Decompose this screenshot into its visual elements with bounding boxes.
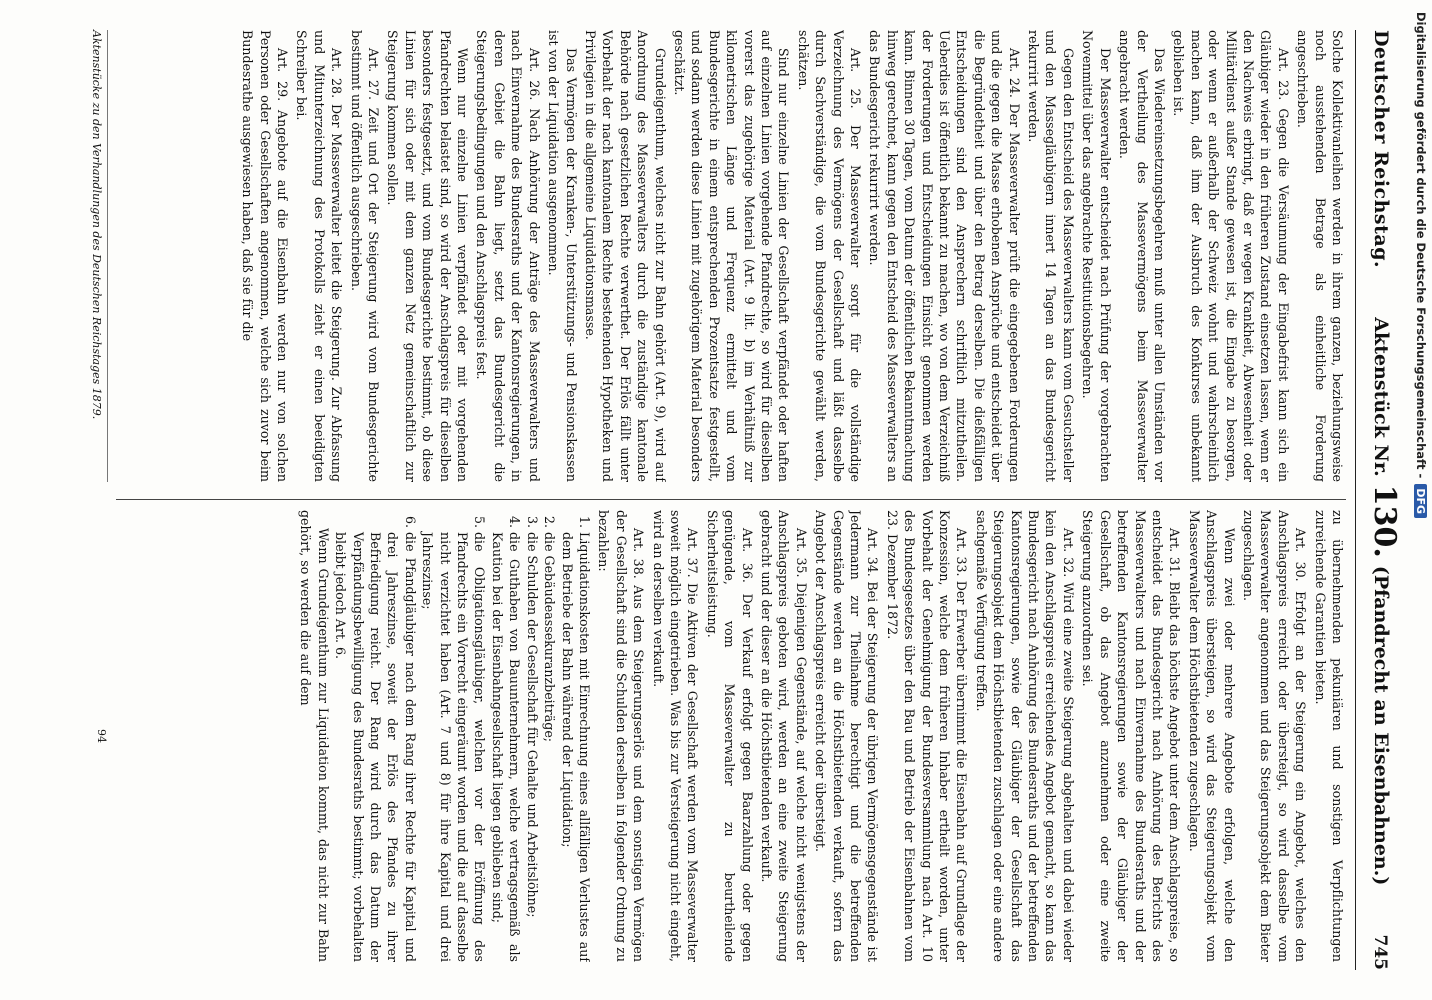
- paragraph: Art. 25. Der Masseverwalter sorgt für die vollständige Verzeichnung des Vermögens der Gesellschaft und läßt dasselbe durch Sachverständige, die vom Bundesgerichte gewählt werden, schätzen.: [795, 30, 864, 482]
- paragraph: Art. 26. Nach Anhörung der Anträge des Masseverwalters und nach Einvernahme des Bundesraths und der Kantonsregierungen, in deren Gebiet die Bahn liegt, setzt das Bundesgericht die Steigerungsbedingungen und den Anschlagspreis fest.: [474, 30, 542, 482]
- header-document-number: 130.: [1367, 484, 1402, 558]
- paragraph: Gegen den Entscheid des Masseverwalters kann vom Gesuchsteller und den Massegläubigern innert 14 Tagen an das Bundesgericht rekurrirt werden.: [1026, 30, 1076, 482]
- rotated-page-content: [42, 30, 1402, 970]
- page-number: 745: [1370, 934, 1390, 970]
- header-document-title: [1367, 317, 1402, 885]
- paragraph: Art. 29. Angebote auf die Eisenbahn werden nur von solchen Personen oder Gesellschaften angenommen, welche sich zuvor beim Bundesrathe ausgewiesen haben, daß sie für die: [240, 30, 291, 482]
- footnote-source: Aktenstücke zu den Verhandlungen des Deutschen Reichstages 1879.: [90, 30, 108, 482]
- paragraph: Art. 37. Die Aktiven der Gesellschaft werden vom Masseverwalter soweit möglich eingetrieben. Was bis zur Versteigerung nicht eingeht, wird an derselben verkauft.: [650, 510, 701, 962]
- paragraph: Grundeigenthum, welches nicht zur Bahn gehört (Art. 9), wird auf Anordnung des Masseverwalters durch die zuständige kantonale Behörde nach gesetzlichen Rechte verwerthet. Der Erlös fällt unter Vorbehalt der nach kantonalem Rechte bestehenden Hypotheken und Privilegien in die allgemeine Liquidationsmasse.: [582, 30, 668, 482]
- paragraph: zu übernehmenden pekuniären und sonstigen Verpflichtungen zureichende Garantien bieten.: [1312, 510, 1345, 962]
- dfg-logo: DFG: [1415, 484, 1428, 518]
- paragraph: Sind nur einzelne Linien der Gesellschaft verpfändet oder haften auf einzelnen Linien vorgehende Pfandrechte, so wird für dieselben vorerst das zugehörige Material (Art. 9 lit. b) im Verhältniß zur kilometrischen Länge und Frequenz ermittelt und vom Bundesgerichte in einem entsprechenden Prozentsatze festgestellt, und sodann werden diese Linien mit zugehörigem Material besonders geschätzt.: [671, 30, 792, 482]
- list-item: 5. die Obligationsgläubiger, welchen vor der Eröffnung des Pfandrechts ein Vorrecht eingeräumt worden und die auf dasselbe nicht verzichtet haben (Art. 7 und 8) für ihre Kapital und drei Jahreszinse;: [419, 532, 489, 962]
- paragraph: Wenn nur einzelne Linien verpfändet oder mit vorgehenden Pfandrechten belastet sind, so wird der Anschlagspreis für dieselben besonders festgesetzt, und vom Bundesgerichte bestimmt, ob diese Linien für sich oder mit dem ganzen Netz gemeinschaftlich zur Steigerung kommen sollen.: [385, 30, 471, 482]
- paragraph: Art. 23. Gegen die Versäumung der Eingabefrist kann sich ein Gläubiger wieder in den früheren Zustand einsetzen lassen, wenn er den Nachweis erbringt, daß er wegen Krankheit, Abwesenheit oder Militärdienst außer Stande gewesen ist, die Eingabe zu besorgen, oder wenn er außerhalb der Schweiz wohnt und wahrscheinlich machen kann, daß ihm der Ausbruch des Konkurses unbekannt geblieben ist.: [1171, 30, 1291, 482]
- header-prefix: Aktenstück Nr.: [1370, 317, 1392, 477]
- paragraph: Wenn Grundeigenthum zur Liquidation kommt, das nicht zur Bahn gehört, so werden die auf dem: [298, 510, 331, 962]
- paragraph: Solche Kollektivanleihen werden in ihrem ganzen, beziehungsweise noch ausstehenden Betrage als einheitliche Forderung angeschrieben.: [1295, 30, 1345, 482]
- list-item: 4. die Guthaben von Bauunternehmern, welche vertragsgemäß als Kaution bei der Eisenbahngesellschaft liegen geblieben sind;: [489, 532, 524, 962]
- paragraph: Art. 27. Zeit und Ort der Steigerung wird vom Bundesgerichte bestimmt und öffentlich ausgeschrieben.: [348, 30, 382, 482]
- paragraph: Art. 33. Der Erwerber übernimmt die Eisenbahn auf Grundlage der Konzession, welche dem früheren Inhaber ertheilt worden, unter Vorbehalt der Genehmigung der Bundesversammlung nach Art. 10 des Bundesgesetzes über den Bau und Betrieb der Eisenbahnen vom 23. Dezember 1872.: [884, 510, 970, 962]
- column-divider: [116, 499, 1346, 500]
- paragraph: Art. 32. Wird eine zweite Steigerung abgehalten und dabei wieder kein den Anschlagspreis erreichendes Angebot gemacht, so kann das Bundesgericht nach Anhörung des Bundesraths und der betreffenden Kantonsregierungen, sowie der Gläubiger der Gesellschaft das Steigerungsobjekt dem Höchstbietenden zuschlagen oder eine andere sachgemäße Verfügung treffen.: [973, 510, 1076, 962]
- header-left-title: Deutscher Reichstag.: [1370, 30, 1392, 269]
- paragraph: Art. 36. Der Verkauf erfolgt gegen Baarzahlung oder gegen genügende, vom Masseverwalter zu beurtheilende Sicherheitsleistung.: [704, 510, 755, 962]
- list-item: 1. Liquidationskosten mit Einrechnung eines allfälligen Verlustes auf dem Betriebe der Bahn während der Liquidation;: [558, 532, 593, 962]
- paragraph: Art. 24. Der Masseverwalter prüft die eingegebenen Forderungen und die gegen die Masse erhobenen Ansprüche und entscheidet über die Begründetheit und über den Betrag derselben. Die dießfälligen Entscheidungen sind den Ansprechern schriftlich mitzutheilen. Ueberdies ist öffentlich bekannt zu machen, wo von dem Verzeichniß der Forderungen und Entscheidungen Einsicht genommen werden kann. Binnen 30 Tagen, vom Datum der öffentlichen Bekanntmachung hinweg gerechnet, kann gegen den Entscheid des Masseverwalters an das Bundesgericht rekurrirt werden.: [867, 30, 1022, 482]
- left-column: [116, 30, 1346, 482]
- dfg-notice-text: Digitalisierung gefördert durch die Deutsche Forschungsgemeinschaft -: [1414, 12, 1428, 479]
- list-item: 2. die Gebäudeassekuranzbeiträge;: [541, 532, 558, 962]
- paragraph: Art. 34. Bei der Steigerung der übrigen Vermögensgegenstände ist Jedermann zur Theilnahme berechtigt und die betreffenden Gegenstände werden an die Höchstbietenden verkauft, sofern das Angebot der Anschlagspreis erreicht oder übersteigt.: [813, 510, 881, 962]
- paragraph: Art. 28. Der Masseverwalter leitet die Steigerung. Zur Abfassung und Mitunterzeichnung des Protokolls zieht er einen beeidigten Schreiber bei.: [294, 30, 345, 482]
- paragraph: Das Wiedereinsetzungsbegehren muß unter allen Umständen vor der Vertheilung des Massevermögens beim Masseverwalter angebracht werden.: [1117, 30, 1167, 482]
- paragraph: Art. 35. Diejenigen Gegenstände, auf welche nicht wenigstens der Anschlagspreis geboten wird, werden an eine zweite Steigerung gebracht und der dieser an die Höchstbietenden verkauft.: [759, 510, 809, 962]
- dfg-sidebar: [1406, 6, 1430, 996]
- right-column: [116, 510, 1346, 962]
- paragraph: Art. 31. Bleibt das höchste Angebot unter dem Anschlagspreise, so entscheidet das Bundesgericht nach Anhörung des Berichts des Masseverwalters und nach Einvernahme des Bundesraths und der betreffenden Kantonsregierungen sowie der Gläubiger der Gesellschaft, ob das Angebot anzunehmen oder eine zweite Steigerung anzuordnen sei.: [1080, 510, 1183, 962]
- sheet-number: 94: [95, 729, 108, 743]
- paragraph: Das Vermögen der Kranken-, Unterstützungs- und Pensionskassen ist von der Liquidation ausgenommen.: [546, 30, 579, 482]
- paragraph: Art. 30. Erfolgt an der Steigerung ein Angebot, welches den Anschlagspreis erreicht oder übersteigt, so wird dasselbe vom Masseverwalter angenommen und das Steigerungsobjekt dem Bieter zugeschlagen.: [1240, 510, 1309, 962]
- paragraph: Wenn zwei oder mehrere Angebote erfolgen, welche den Anschlagspreis übersteigen, so wird das Steigerungsobjekt vom Masseverwalter dem Höchstbietenden zugeschlagen.: [1186, 510, 1237, 962]
- header-subject: (Pfandrecht an Eisenbahnen.): [1370, 565, 1392, 886]
- list-item: 6. die Pfandgläubiger nach dem Rang ihrer Rechte für Kapital und drei Jahreszinse, soweit der Erlös des Pfandes zu ihrer Befriedigung reicht. Der Rang wird durch das Datum der Verpfändungsbewilligung des Bundesraths bestimmt; vorbehalten bleibt jedoch Art. 6.: [332, 532, 419, 962]
- dfg-notice: [1414, 12, 1428, 518]
- list-item: 3. die Schulden der Gesellschaft für Gehalte und Arbeitslöhne;: [523, 532, 540, 962]
- paragraph: Art. 38. Aus dem Steigerungserlös und dem sonstigen Vermögen der Gesellschaft sind die Schulden derselben in folgender Ordnung zu bezahlen:: [596, 510, 647, 962]
- paragraph: Der Masseverwalter entscheidet nach Prüfung der vorgebrachten Novenmittel über das angebrachte Restitutionsbegehren.: [1080, 30, 1113, 482]
- page-header: [1355, 30, 1402, 970]
- creditor-order-list: [332, 510, 593, 962]
